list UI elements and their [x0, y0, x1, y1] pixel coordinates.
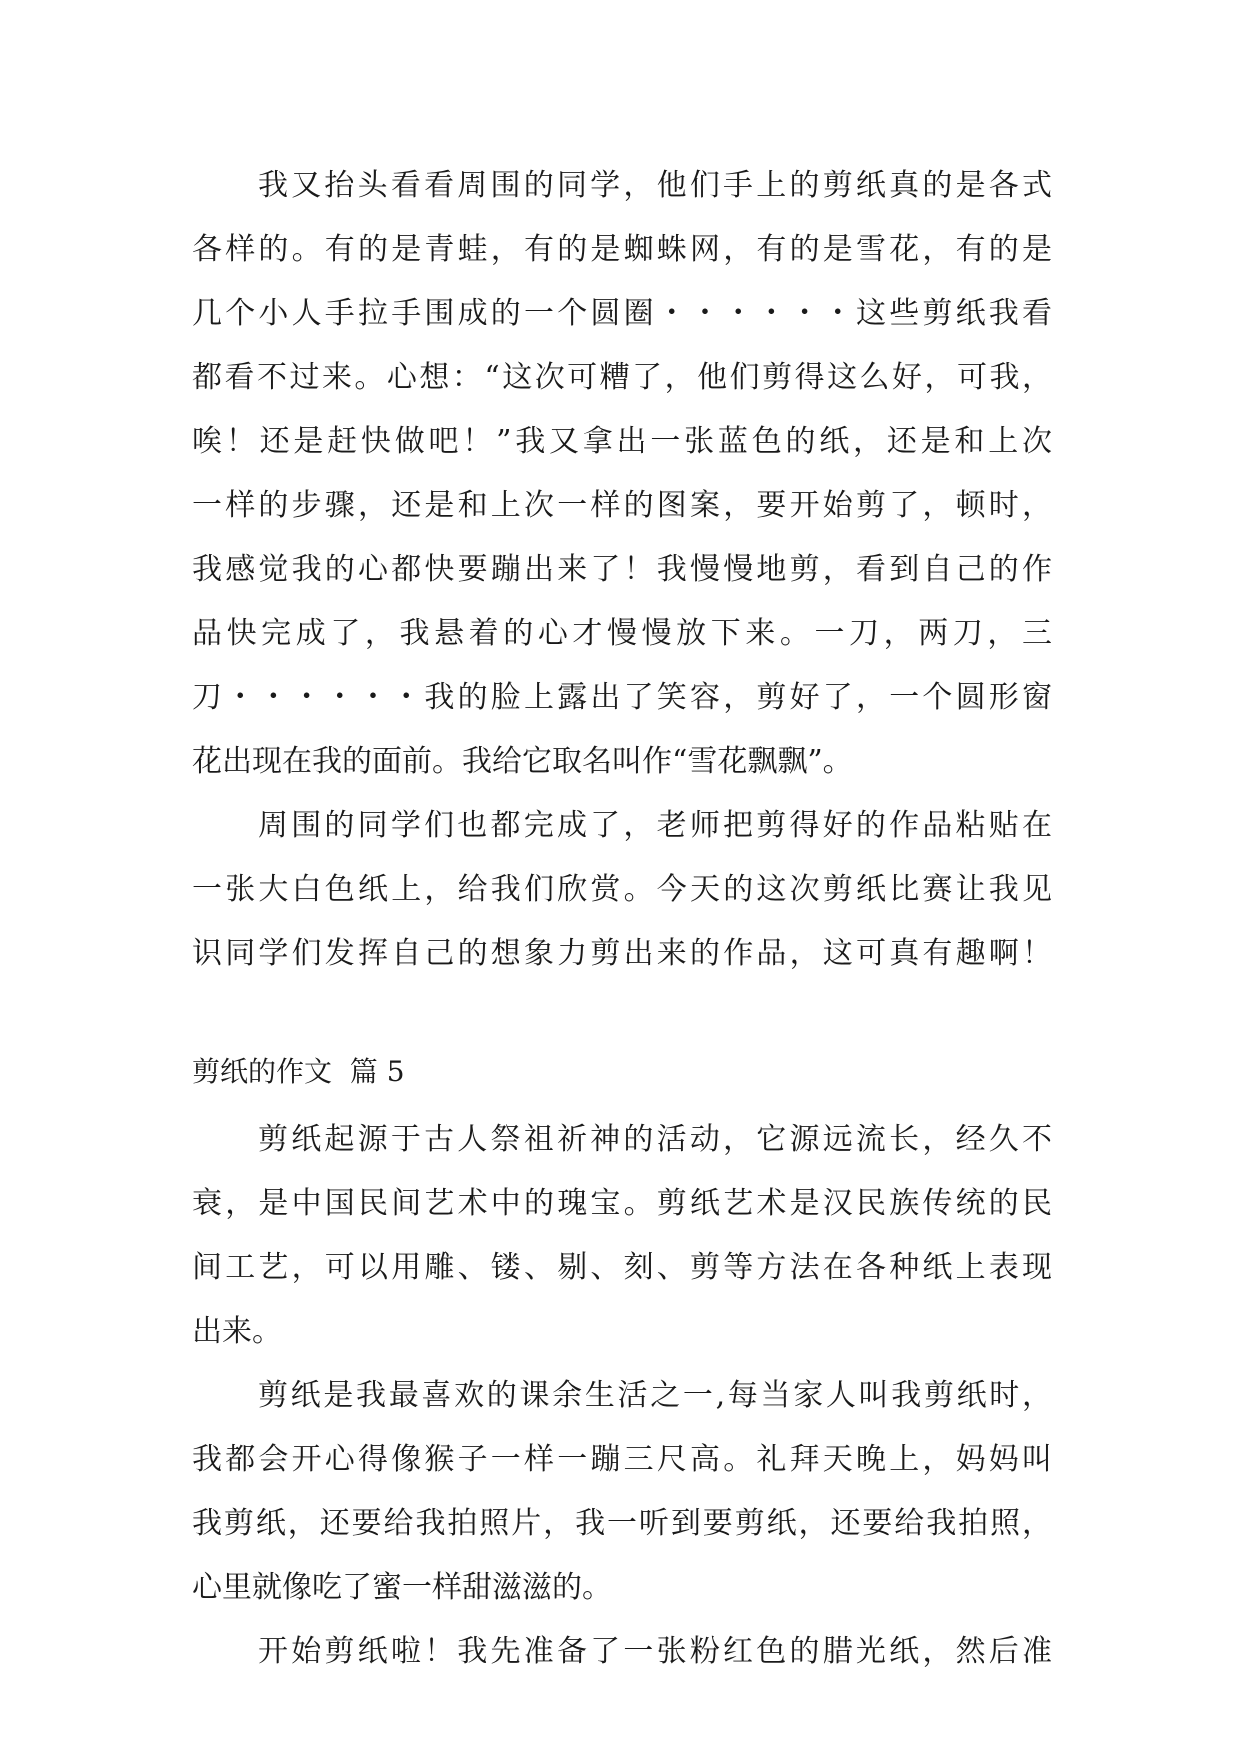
paragraph-line: 心里就像吃了蜜一样甜滋滋的。	[192, 1570, 612, 1605]
paragraph-line: 我剪纸，还要给我拍照片，我一听到要剪纸，还要给我拍照，	[192, 1506, 1052, 1541]
paragraph-line: 唉！还是赶快做吧！”我又拿出一张蓝色的纸，还是和上次	[192, 424, 1052, 459]
paragraph-line: 几个小人手拉手围成的一个圆圈・・・・・・这些剪纸我看	[192, 296, 1052, 331]
section-heading: 剪纸的作文 篇 5	[192, 1055, 405, 1088]
paragraph-line: 一样的步骤，还是和上次一样的图案，要开始剪了，顿时，	[192, 488, 1052, 523]
paragraph-line: 我感觉我的心都快要蹦出来了！我慢慢地剪，看到自己的作	[192, 552, 1052, 587]
paragraph-line: 品快完成了，我悬着的心才慢慢放下来。一刀，两刀，三	[192, 616, 1052, 651]
paragraph-line: 刀・・・・・・我的脸上露出了笑容，剪好了，一个圆形窗	[192, 680, 1052, 715]
paragraph-line: 我都会开心得像猴子一样一蹦三尺高。礼拜天晚上，妈妈叫	[192, 1442, 1052, 1477]
paragraph-line: 出来。	[192, 1314, 282, 1349]
paragraph-line: 花出现在我的面前。我给它取名叫作“雪花飘飘”。	[192, 744, 853, 779]
paragraph-line: 各样的。有的是青蛙，有的是蜘蛛网，有的是雪花，有的是	[192, 232, 1052, 267]
paragraph-line: 周围的同学们也都完成了，老师把剪得好的作品粘贴在	[258, 808, 1052, 843]
paragraph-line: 剪纸起源于古人祭祖祈神的活动，它源远流长，经久不	[258, 1122, 1052, 1157]
paragraph-line: 衰，是中国民间艺术中的瑰宝。剪纸艺术是汉民族传统的民	[192, 1186, 1052, 1221]
paragraph-line: 都看不过来。心想：“这次可糟了，他们剪得这么好，可我，	[192, 360, 1052, 395]
paragraph-line: 我又抬头看看周围的同学，他们手上的剪纸真的是各式	[258, 168, 1052, 203]
paragraph-line: 识同学们发挥自己的想象力剪出来的作品，这可真有趣啊！	[192, 936, 1052, 971]
paragraph-line: 剪纸是我最喜欢的课余生活之一,每当家人叫我剪纸时，	[258, 1378, 1052, 1413]
paragraph-line: 间工艺，可以用雕、镂、剔、刻、剪等方法在各种纸上表现	[192, 1250, 1052, 1285]
paragraph-line: 开始剪纸啦！我先准备了一张粉红色的腊光纸，然后准	[258, 1634, 1052, 1669]
paragraph-line: 一张大白色纸上，给我们欣赏。今天的这次剪纸比赛让我见	[192, 872, 1052, 907]
